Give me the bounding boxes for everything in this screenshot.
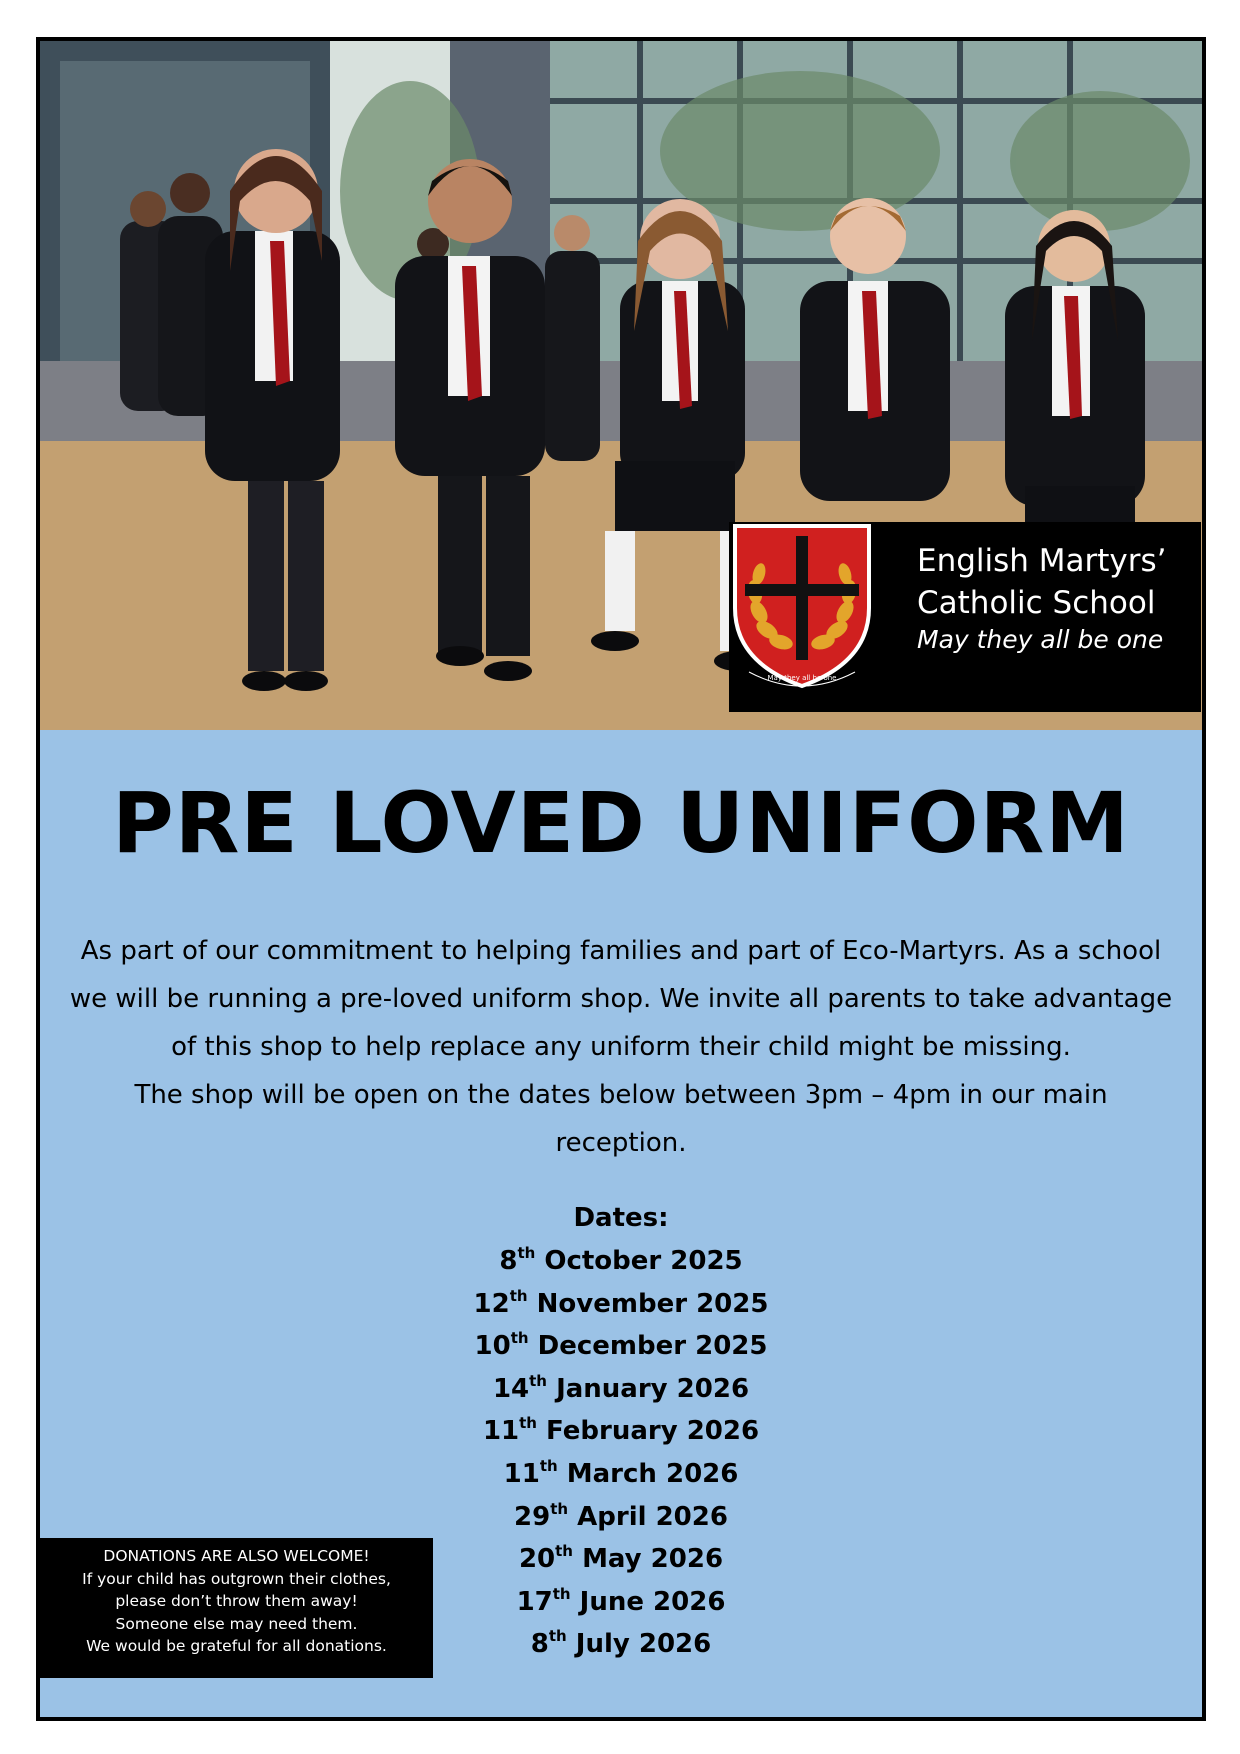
- date-suffix: th: [539, 1456, 558, 1475]
- date-day: 29: [514, 1501, 551, 1532]
- date-suffix: th: [509, 1286, 528, 1305]
- date-day: 10: [474, 1331, 511, 1362]
- date-day: 11: [482, 1416, 520, 1447]
- date-suffix: th: [510, 1329, 529, 1348]
- date-suffix: th: [519, 1414, 537, 1433]
- donations-line: Someone else may need them.: [115, 1614, 358, 1633]
- date-item: [40, 1453, 1202, 1496]
- date-day: 12: [473, 1288, 510, 1319]
- date-suffix: th: [552, 1584, 571, 1603]
- donations-line: We would be grateful for all donations.: [86, 1637, 387, 1655]
- dates-heading: Dates:: [573, 1203, 669, 1233]
- school-name-line2: Catholic School: [917, 585, 1156, 621]
- date-day: 8: [530, 1629, 549, 1660]
- school-motto: May they all be one: [917, 625, 1164, 654]
- date-suffix: th: [529, 1371, 547, 1390]
- intro-line: As part of our commitment to helping families and part of Eco-Martyrs. As a school: [80, 936, 1162, 966]
- date-month-year: December 2025: [537, 1331, 768, 1362]
- intro-paragraph: [54, 927, 1188, 1167]
- date-day: 14: [492, 1373, 530, 1404]
- intro-line: reception.: [555, 1128, 687, 1158]
- date-item: [40, 1325, 1202, 1368]
- date-suffix: th: [550, 1499, 569, 1518]
- date-day: 20: [518, 1544, 556, 1575]
- date-item: [40, 1283, 1202, 1326]
- date-item: [40, 1240, 1202, 1283]
- date-month-year: June 2026: [579, 1586, 726, 1617]
- date-item: [40, 1368, 1202, 1411]
- school-crest-icon: [729, 522, 875, 690]
- date-suffix: th: [548, 1627, 567, 1646]
- date-day: 8: [499, 1246, 518, 1276]
- donations-line: please don’t throw them away!: [115, 1592, 358, 1610]
- donations-line: DONATIONS ARE ALSO WELCOME!: [103, 1547, 370, 1565]
- intro-line: of this shop to help replace any uniform their child might be missing.: [171, 1032, 1071, 1062]
- date-day: 11: [503, 1458, 540, 1489]
- crest-ribbon-text: May they all be one: [767, 674, 837, 682]
- hero-photo: [40, 41, 1202, 730]
- intro-line: we will be running a pre-loved uniform shop. We invite all parents to take advantage: [69, 984, 1173, 1014]
- date-item: [40, 1496, 1202, 1539]
- date-month-year: October 2025: [544, 1246, 743, 1276]
- date-day: 17: [516, 1586, 553, 1617]
- date-suffix: th: [517, 1244, 536, 1262]
- poster: [36, 37, 1206, 1721]
- page-title: PRE LOVED UNIFORM: [112, 774, 1130, 872]
- donations-line: If your child has outgrown their clothes,: [82, 1569, 391, 1588]
- date-month-year: January 2026: [556, 1373, 750, 1404]
- school-name: [917, 540, 1167, 624]
- date-item: [40, 1410, 1202, 1453]
- date-month-year: November 2025: [536, 1288, 769, 1319]
- date-suffix: th: [555, 1542, 573, 1561]
- date-month-year: February 2026: [546, 1416, 760, 1447]
- date-month-year: May 2026: [582, 1544, 724, 1575]
- date-month-year: March 2026: [566, 1458, 739, 1489]
- school-logo-block: [729, 522, 1201, 712]
- donations-notice: [40, 1538, 433, 1678]
- date-month-year: April 2026: [577, 1501, 728, 1532]
- intro-line: The shop will be open on the dates below between 3pm – 4pm in our main: [134, 1080, 1108, 1110]
- school-name-line1: English Martyrs’: [917, 543, 1167, 579]
- date-month-year: July 2026: [575, 1629, 712, 1660]
